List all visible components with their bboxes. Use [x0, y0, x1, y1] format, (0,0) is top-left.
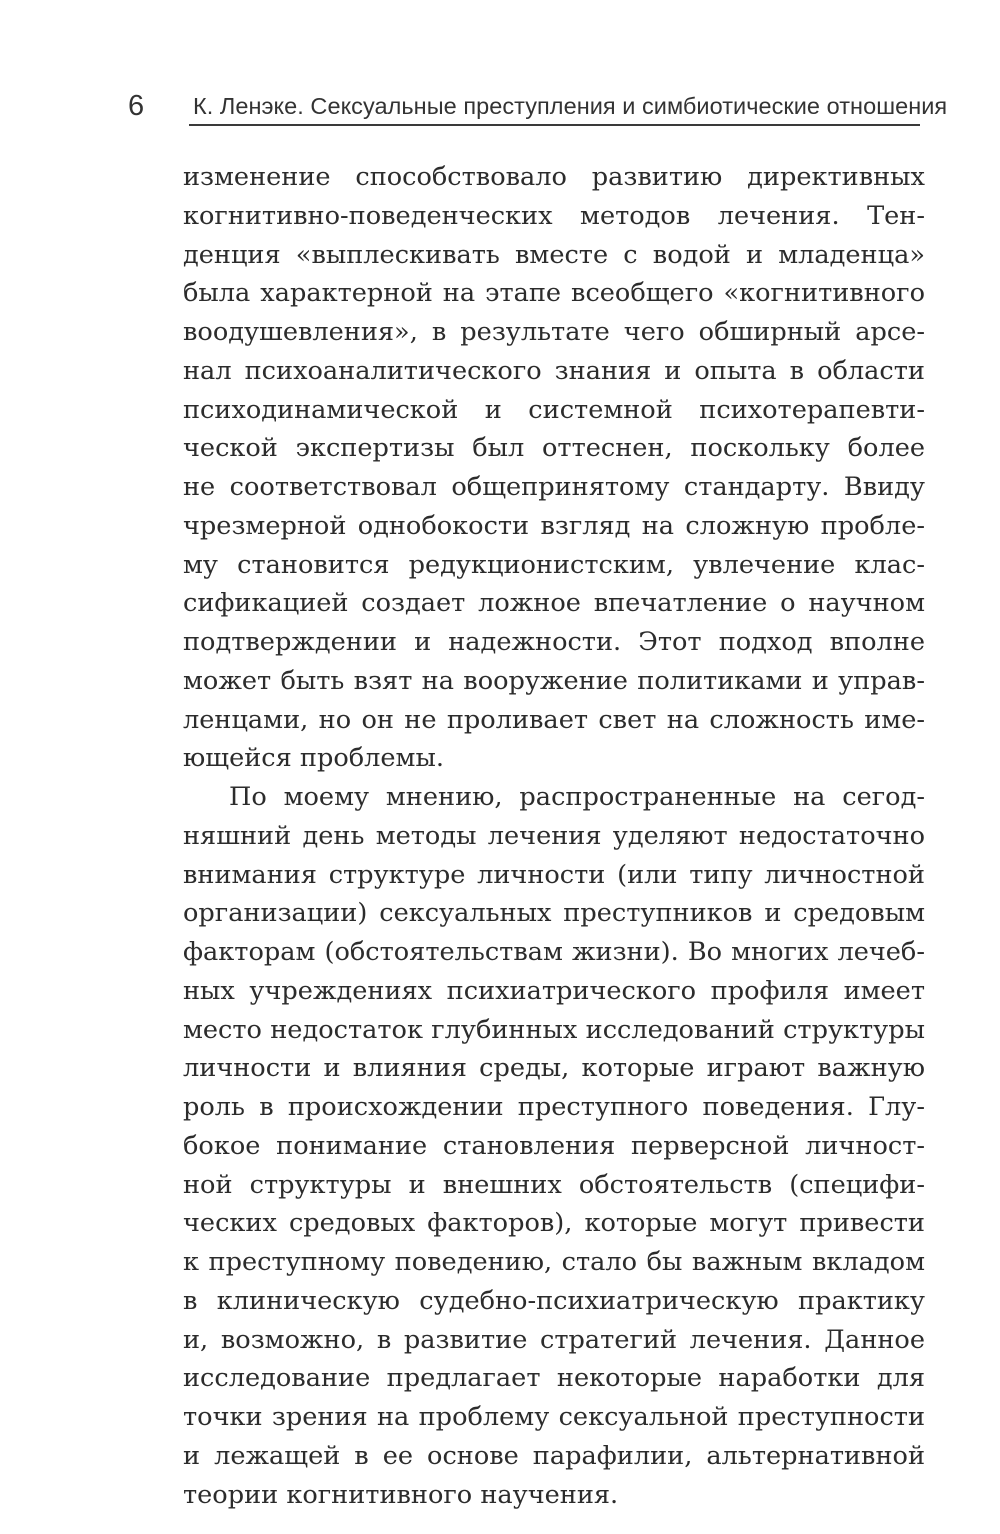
- paragraph-1: [183, 158, 925, 778]
- text-line: подтверждении и надежности. Этот подход вполне: [183, 627, 925, 657]
- text-line: му становится редукционистским, увлечение клас-: [183, 549, 925, 580]
- header-rule: [189, 124, 920, 126]
- text-line: сификацией создает ложное впечатление о научном: [183, 588, 925, 619]
- text-line: денция «выплескивать вместе с водой и младенца»: [183, 239, 925, 270]
- text-line: ной структуры и внешних обстоятельств (специфи-: [183, 1169, 925, 1200]
- text-line: была характерной на этапе всеобщего «когнитивного: [183, 278, 925, 309]
- paragraph-2: [183, 778, 925, 1514]
- text-line: место недостаток глубинных исследований структуры: [183, 1014, 925, 1045]
- page-number: 6: [128, 90, 145, 122]
- text-line: личности и влияния среды, которые играют важную: [183, 1053, 925, 1084]
- text-line: и лежащей в ее основе парафилии, альтернативной: [183, 1440, 925, 1471]
- running-head: К. Ленэке. Сексуальные преступления и симбиотические отношения: [193, 93, 948, 119]
- text-line: ных учреждениях психиатрического профиля имеет: [183, 975, 925, 1006]
- text-line: исследование предлагает некоторые наработки для: [183, 1363, 925, 1394]
- text-line: няшний день методы лечения уделяют недостаточно: [183, 820, 925, 851]
- text-line: нал психоаналитического знания и опыта в области: [183, 355, 925, 386]
- text-line: роль в происхождении преступного поведения. Глу-: [183, 1092, 925, 1122]
- text-line: в клиническую судебно-психиатрическую практику: [183, 1285, 925, 1316]
- text-line: факторам (обстоятельствам жизни). Во многих лечеб-: [183, 937, 925, 967]
- text-line: внимания структуре личности (или типу личностной: [183, 859, 925, 890]
- text-line: чрезмерной однобокости взгляд на сложную пробле-: [183, 510, 925, 541]
- text-line: изменение способствовало развитию директивных: [183, 162, 925, 192]
- body-text: [183, 158, 925, 1514]
- text-line: бокое понимание становления перверсной личност-: [183, 1130, 925, 1161]
- text-line: психодинамической и системной психотерапевти-: [183, 394, 925, 425]
- text-line: ленцами, но он не проливает свет на сложность име-: [183, 704, 925, 735]
- text-line: не соответствовал общепринятому стандарту. Ввиду: [183, 472, 925, 502]
- text-line: организации) сексуальных преступников и средовым: [183, 898, 925, 929]
- text-line: ческой экспертизы был оттеснен, поскольку более: [183, 433, 925, 464]
- text-line: воодушевления», в результате чего обширный арсе-: [183, 317, 925, 347]
- text-line: точки зрения на проблему сексуальной преступности: [183, 1402, 925, 1432]
- text-line: когнитивно-поведенческих методов лечения. Тен-: [183, 200, 925, 231]
- text-line: По моему мнению, распространенные на сегод-: [229, 782, 925, 812]
- text-line: ющейся проблемы.: [183, 743, 444, 774]
- text-line: к преступному поведению, стало бы важным вкладом: [183, 1247, 925, 1277]
- text-line: может быть взят на вооружение политиками и управ-: [183, 665, 925, 696]
- text-line: ческих средовых факторов), которые могут привести: [183, 1208, 925, 1239]
- text-line: теории когнитивного научения.: [183, 1479, 619, 1510]
- page-header: [128, 86, 948, 126]
- text-line: и, возможно, в развитие стратегий лечения. Данное: [183, 1324, 925, 1355]
